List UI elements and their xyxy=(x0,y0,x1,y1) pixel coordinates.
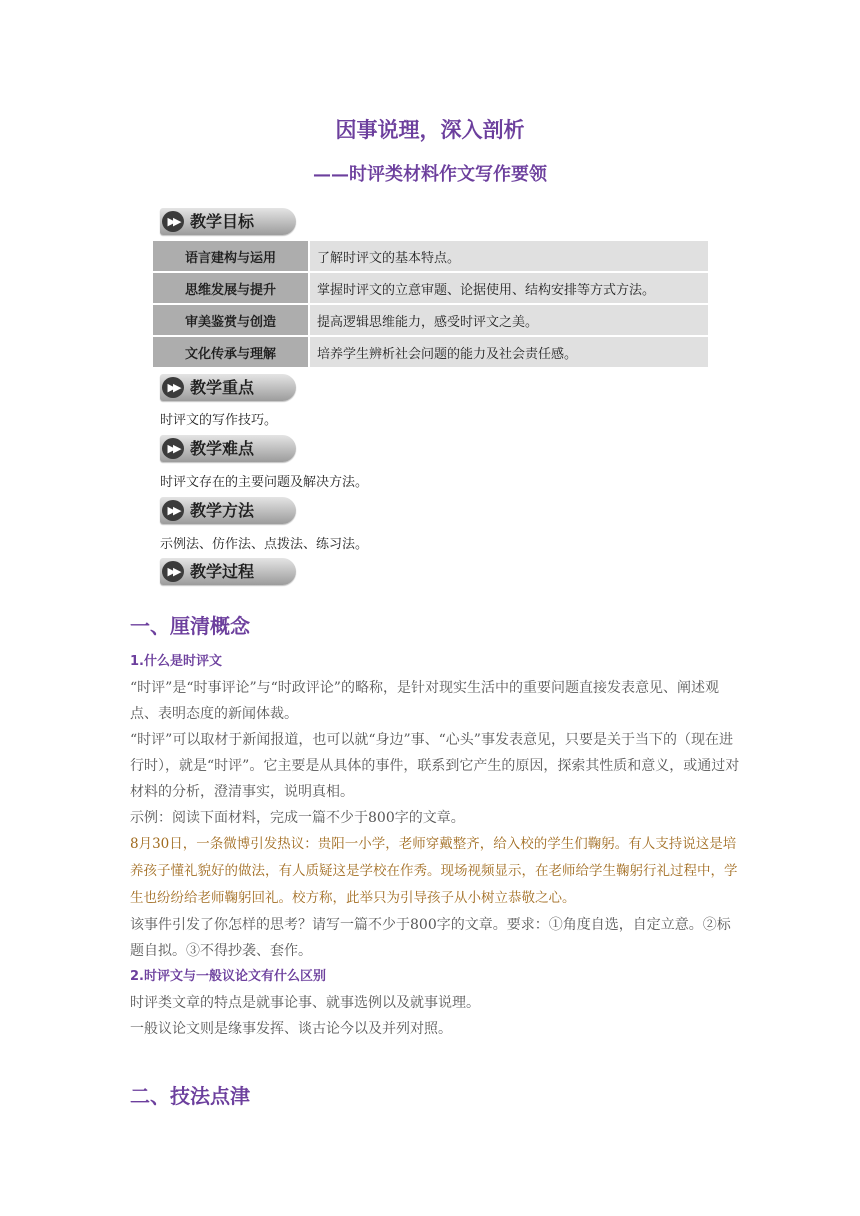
goal-key: 文化传承与理解 xyxy=(153,336,309,368)
paragraph: 示例：阅读下面材料，完成一篇不少于800字的文章。 xyxy=(130,810,465,826)
paragraph: 一般议论文则是缘事发挥、谈古论今以及并列对照。 xyxy=(130,1021,452,1037)
section-tag-process xyxy=(160,558,296,585)
paragraph: “时评”可以取材于新闻报道，也可以就“身边”事、“心头”事发表意见，只要是关于当下的（现在进行时），就是“时评”。它主要是从具体的事件，联系到它产生的原因，探索其性质和意义，或通过对材料的分析，澄清事实，说明真相。 xyxy=(130,732,740,800)
material-text: 8月30日，一条微博引发热议：贵阳一小学，老师穿戴整齐，给入校的学生们鞠躬。有人支持说这是培养孩子懂礼貌好的做法，有人质疑这是学校在作秀。现场视频显示，在老师给学生鞠躬行礼过程中，学生也纷纷给老师鞠躬回礼。校方称，此举只为引导孩子从小树立恭敬之心。 xyxy=(130,836,738,906)
goal-key: 语言建构与运用 xyxy=(153,241,309,272)
paragraph: “时评”是“时事评论”与“时政评论”的略称，是针对现实生活中的重要问题直接发表意见、阐述观点、表明态度的新闻体裁。 xyxy=(130,680,719,722)
double-chevron-icon: ▶▶ xyxy=(162,211,184,232)
tag-label: 教学难点 xyxy=(190,439,255,458)
goal-key: 思维发展与提升 xyxy=(153,272,309,304)
teaching-goals-table xyxy=(153,241,708,369)
key-points-text: 时评文的写作技巧。 xyxy=(160,413,278,428)
tag-label: 教学方法 xyxy=(190,501,255,520)
paragraph: 时评类文章的特点是就事论事、就事选例以及就事说理。 xyxy=(130,995,480,1011)
paragraph: 该事件引发了你怎样的思考？请写一篇不少于800字的文章。要求：①角度自选，自定立意。②标题自拟。③不得抄袭、套作。 xyxy=(130,917,731,959)
table-row xyxy=(153,241,708,272)
document-subtitle: ——时评类材料作文写作要领 xyxy=(313,164,547,185)
question-2: 2.时评文与一般议论文有什么区别 xyxy=(130,969,326,984)
double-chevron-icon: ▶▶ xyxy=(162,561,184,582)
section-1-body xyxy=(130,649,740,1042)
goal-value: 提高逻辑思维能力，感受时评文之美。 xyxy=(309,304,708,336)
goal-key: 审美鉴赏与创造 xyxy=(153,304,309,336)
goal-value: 了解时评文的基本特点。 xyxy=(309,241,708,272)
section-tag-goals xyxy=(160,208,296,235)
section-heading-1: 一、厘清概念 xyxy=(130,614,250,638)
section-tag-key-points xyxy=(160,374,296,401)
section-tag-methods xyxy=(160,497,296,524)
tag-label: 教学目标 xyxy=(190,212,255,231)
double-chevron-icon: ▶▶ xyxy=(162,438,184,459)
table-row xyxy=(153,336,708,368)
section-tag-difficulties xyxy=(160,435,296,462)
question-1: 1.什么是时评文 xyxy=(130,654,222,669)
tag-label: 教学过程 xyxy=(190,562,255,581)
document-title: 因事说理，深入剖析 xyxy=(335,117,525,142)
methods-text: 示例法、仿作法、点拨法、练习法。 xyxy=(160,537,369,552)
double-chevron-icon: ▶▶ xyxy=(162,377,184,398)
section-heading-2: 二、技法点津 xyxy=(130,1084,250,1108)
table-row xyxy=(153,304,708,336)
difficulties-text: 时评文存在的主要问题及解决方法。 xyxy=(160,475,369,490)
tag-label: 教学重点 xyxy=(190,378,255,397)
goal-value: 掌握时评文的立意审题、论据使用、结构安排等方式方法。 xyxy=(309,272,708,304)
table-row xyxy=(153,272,708,304)
double-chevron-icon: ▶▶ xyxy=(162,500,184,521)
goal-value: 培养学生辨析社会问题的能力及社会责任感。 xyxy=(309,336,708,368)
